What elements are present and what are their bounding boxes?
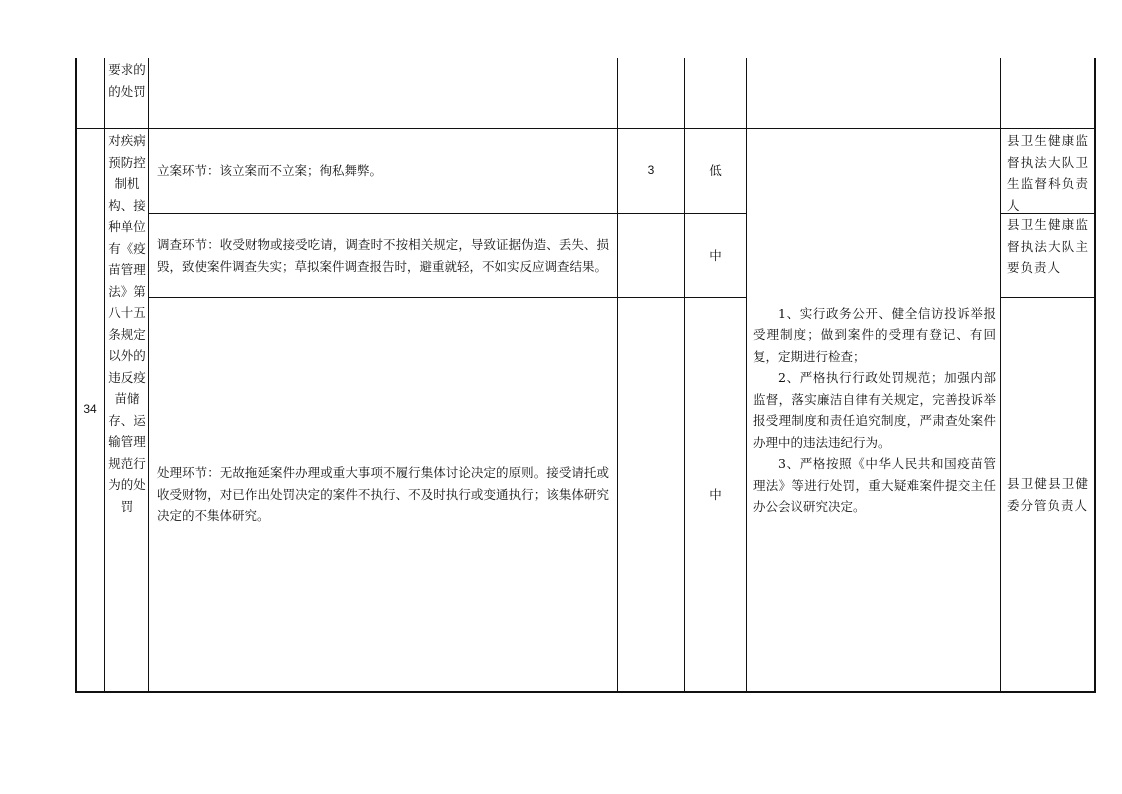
risk-level-investigation: 中 [709,247,722,263]
col-divider-5 [746,58,747,692]
risk-level-handling: 中 [709,486,722,502]
risk-point-filing: 立案环节：该立案而不立案；徇私舞弊。 [157,163,383,179]
responsible-handling: 县卫健县卫健委分管负责人 [1007,476,1089,513]
measure-item-3: 3、严格按照《中华人民共和国疫苗管理法》等进行处罚，重大疑难案件提交主任办公会议研究决定。 [753,456,996,514]
risk-point-investigation-text: 调查环节：收受财物或接受吃请，调查时不按相关规定，导致证据伪造、丢失、损毁，致使案件调查失实；草拟案件调查报告时，避重就轻，不如实反应调查结果。 [157,237,609,274]
prev-item-tail: 要求的的处罚 [108,62,146,99]
risk-point-handling [157,298,609,691]
measure-item-2: 2、严格执行行政处罚规范；加强内部监督，落实廉洁自律有关规定，完善投诉举报受理制度和责任追究制度，严肃查处案件办理中的违法违纪行为。 [753,370,996,450]
col-divider-1 [104,58,105,692]
col-divider-2 [148,58,149,692]
table-border-bottom [75,691,1096,693]
responsible-handling-cell [1007,298,1089,691]
table-border-right [1094,58,1096,692]
prevention-measures [753,129,996,691]
measures-list [753,303,996,518]
item-name: 对疾病预防控制机构、接种单位有《疫苗管理法》第八十五条规定以外的违反疫苗储存、运输管理规范行为的处罚 [108,133,146,514]
risk-point-investigation [157,214,609,297]
score-handling [618,298,684,691]
row-number: 34 [83,402,97,417]
score-investigation [618,214,684,297]
risk-level-filing: 低 [709,163,722,179]
measure-item-1: 1、实行政务公开、健全信访投诉举报受理制度；做到案件的受理有登记、有回复，定期进行检查； [753,305,996,364]
col-divider-6 [1000,58,1001,692]
score-filing: 3 [647,163,655,178]
risk-point-handling-text: 处理环节：无故拖延案件办理或重大事项不履行集体讨论决定的原则。接受请托或收受财物，对已作出处罚决定的案件不执行、不及时执行或变通执行；该集体研究决定的不集体研究。 [157,465,609,524]
responsible-investigation: 县卫生健康监督执法大队主要负责人 [1007,217,1089,275]
responsible-filing: 县卫生健康监督执法大队卫生监督科负责人 [1007,133,1089,213]
